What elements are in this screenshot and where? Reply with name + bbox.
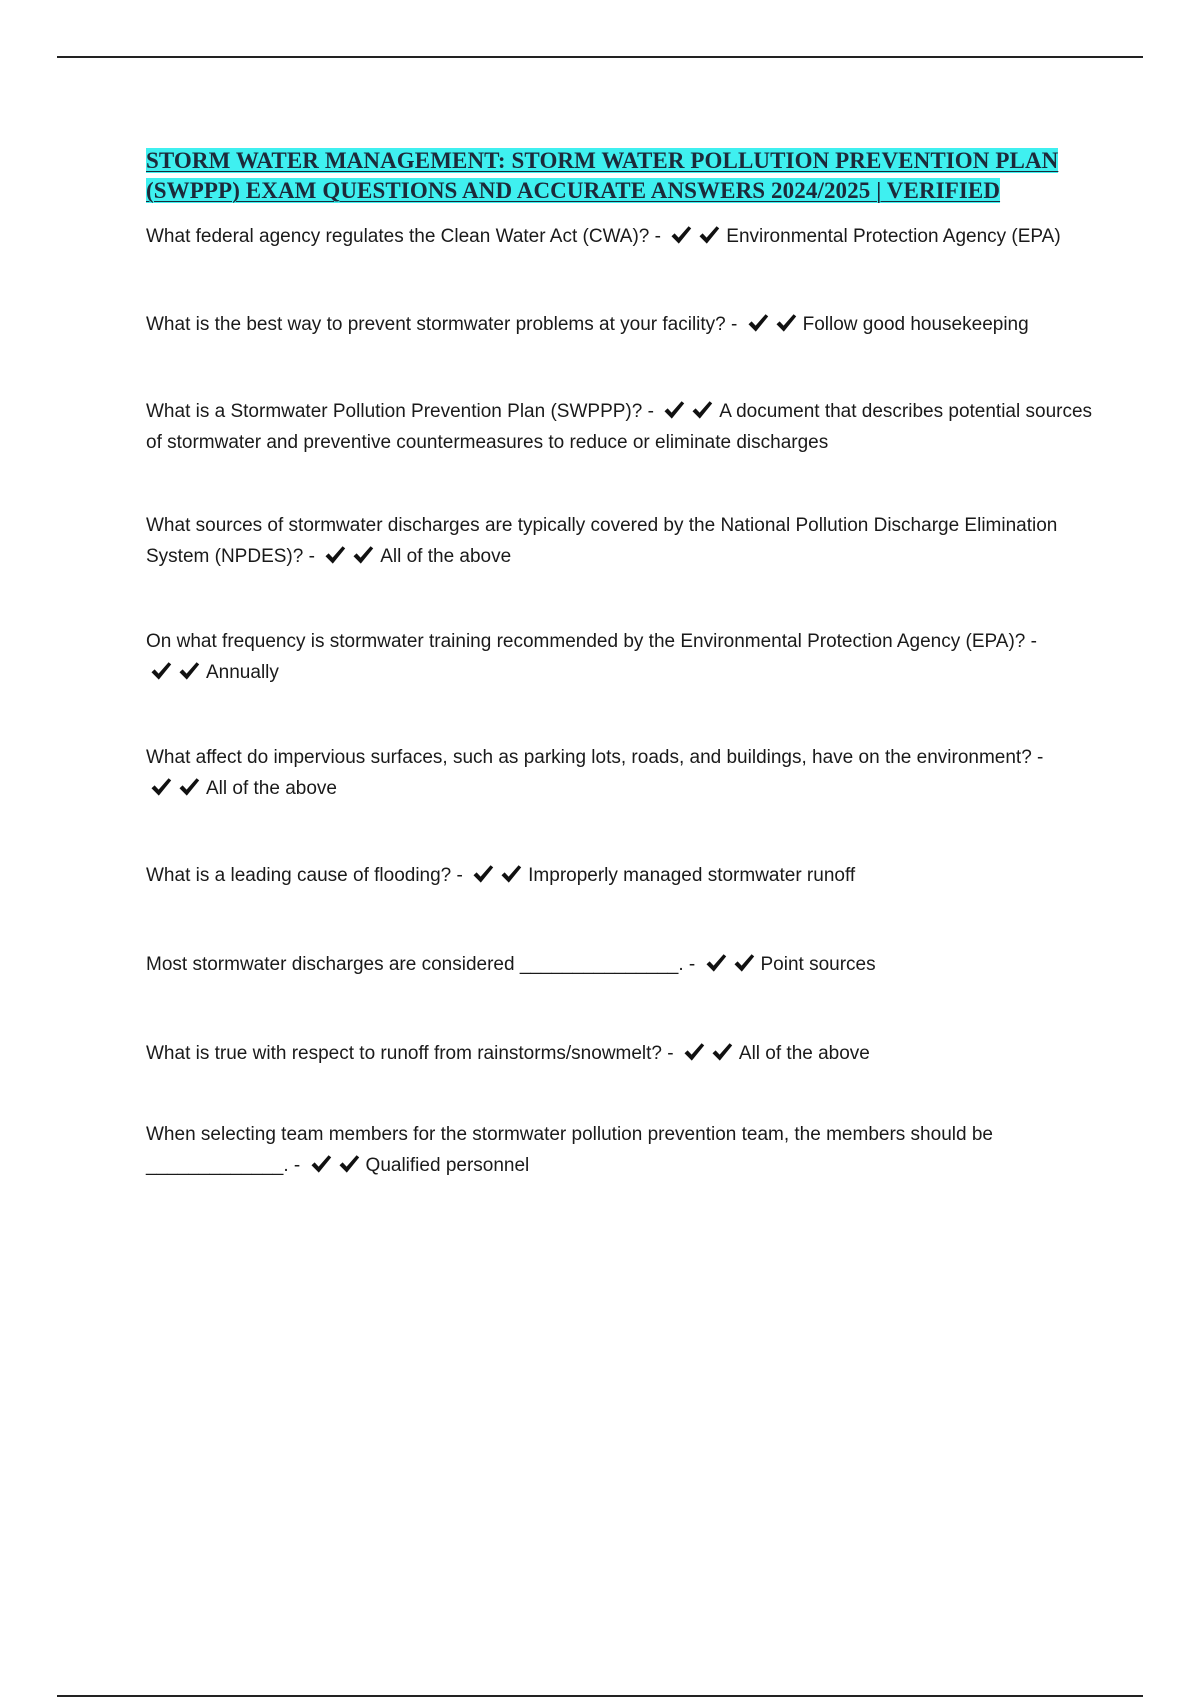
qa-item xyxy=(146,309,1096,340)
checkmark-icon xyxy=(150,661,172,681)
checkmark-icon xyxy=(683,1042,705,1062)
answer-checkmarks xyxy=(670,225,720,245)
question-text: What is a leading cause of flooding? xyxy=(146,865,452,886)
answer-text: All of the above xyxy=(206,778,337,799)
answer-text: All of the above xyxy=(380,546,512,567)
answer-text: A document that describes potential sources of stormwater and preventive countermeasures to reduce or eliminate discharges xyxy=(146,401,1093,453)
bottom-rule xyxy=(57,1695,1143,1697)
answer-checkmarks xyxy=(747,313,797,333)
answer-text: Point sources xyxy=(760,954,876,975)
qa-list xyxy=(146,221,1096,1181)
answer-separator: - xyxy=(1031,747,1044,768)
qa-item xyxy=(146,510,1096,572)
answer-checkmarks xyxy=(324,545,374,565)
question-text: What affect do impervious surfaces, such as parking lots, roads, and buildings, have on the environment? xyxy=(146,747,1032,768)
checkmark-icon xyxy=(663,400,685,420)
top-rule xyxy=(57,56,1143,58)
checkmark-icon xyxy=(698,225,720,245)
question-text: What federal agency regulates the Clean Water Act (CWA)? xyxy=(146,226,650,247)
checkmark-icon xyxy=(775,313,797,333)
document-title xyxy=(146,146,1096,206)
answer-separator: - xyxy=(725,314,743,335)
qa-item xyxy=(146,949,1096,980)
answer-text: Improperly managed stormwater runoff xyxy=(528,865,856,886)
qa-item xyxy=(146,1038,1096,1069)
answer-separator: - xyxy=(288,1155,306,1176)
answer-separator: - xyxy=(649,226,667,247)
answer-separator: - xyxy=(662,1043,679,1064)
qa-item xyxy=(146,626,1096,688)
document-body xyxy=(146,146,1096,1181)
answer-text: Qualified personnel xyxy=(365,1155,530,1176)
checkmark-icon xyxy=(178,777,200,797)
answer-separator: - xyxy=(303,546,321,567)
answer-checkmarks xyxy=(472,864,522,884)
answer-separator: - xyxy=(1025,631,1037,652)
checkmark-icon xyxy=(338,1154,360,1174)
checkmark-icon xyxy=(670,225,692,245)
question-text: What is the best way to prevent stormwater problems at your facility? xyxy=(146,314,726,335)
question-text: When selecting team members for the stormwater pollution prevention team, the members should be _____________. xyxy=(146,1124,993,1176)
checkmark-icon xyxy=(472,864,494,884)
checkmark-icon xyxy=(352,545,374,565)
question-text: What is true with respect to runoff from rainstorms/snowmelt? xyxy=(146,1043,662,1064)
answer-text: Follow good housekeeping xyxy=(802,314,1029,335)
checkmark-icon xyxy=(324,545,346,565)
checkmark-icon xyxy=(150,777,172,797)
question-text: What sources of stormwater discharges are typically covered by the National Pollution Discharge Elimination System (NPDES)? xyxy=(146,515,1058,567)
checkmark-icon xyxy=(178,661,200,681)
qa-item xyxy=(146,396,1096,458)
answer-checkmarks xyxy=(150,661,200,681)
qa-item xyxy=(146,221,1096,252)
answer-checkmarks xyxy=(663,400,713,420)
checkmark-icon xyxy=(711,1042,733,1062)
answer-separator: - xyxy=(683,954,701,975)
answer-checkmarks xyxy=(683,1042,733,1062)
answer-checkmarks xyxy=(150,777,200,797)
qa-item xyxy=(146,742,1096,804)
checkmark-icon xyxy=(691,400,713,420)
checkmark-icon xyxy=(733,953,755,973)
document-title-text: STORM WATER MANAGEMENT: STORM WATER POLLUTION PREVENTION PLAN (SWPPP) EXAM QUESTIONS AND ACCURATE ANSWERS 2024/2025 | VERIFIED xyxy=(146,148,1059,203)
answer-text: All of the above xyxy=(738,1043,870,1064)
answer-text: Annually xyxy=(206,662,279,683)
qa-item xyxy=(146,1119,1096,1181)
answer-text: Environmental Protection Agency (EPA) xyxy=(726,226,1061,247)
checkmark-icon xyxy=(705,953,727,973)
qa-item xyxy=(146,860,1096,891)
answer-separator: - xyxy=(451,865,469,886)
question-text: Most stormwater discharges are considered _______________. xyxy=(146,954,684,975)
answer-separator: - xyxy=(642,401,660,422)
question-text: On what frequency is stormwater training recommended by the Environmental Protection Agency (EPA)? xyxy=(146,631,1026,652)
question-text: What is a Stormwater Pollution Prevention Plan (SWPPP)? xyxy=(146,401,643,422)
checkmark-icon xyxy=(747,313,769,333)
checkmark-icon xyxy=(310,1154,332,1174)
answer-checkmarks xyxy=(310,1154,360,1174)
answer-checkmarks xyxy=(705,953,755,973)
checkmark-icon xyxy=(500,864,522,884)
